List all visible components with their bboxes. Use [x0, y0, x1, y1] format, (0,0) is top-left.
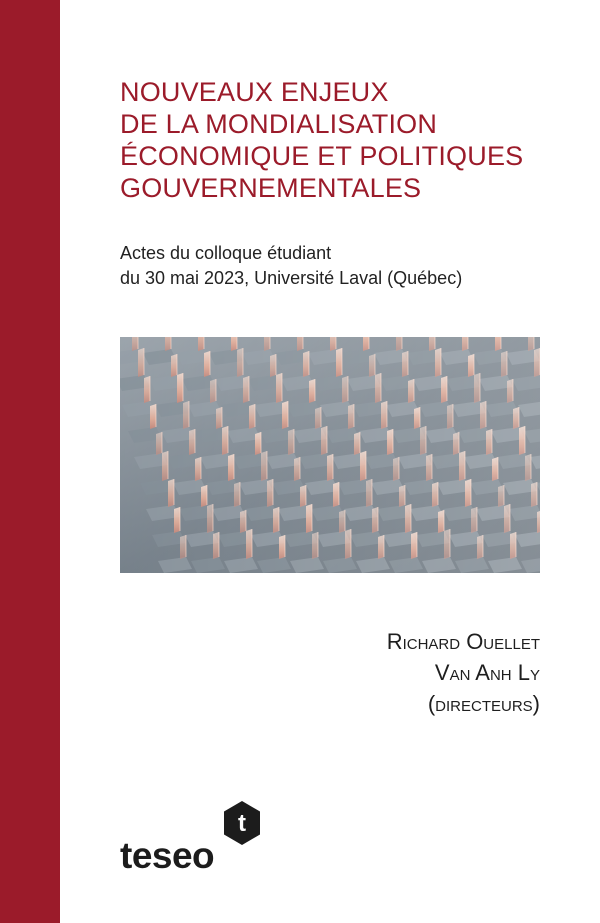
author-role: (directeurs) [427, 691, 540, 716]
title-line: DE LA MONDIALISATION [120, 109, 438, 139]
title-line: ÉCONOMIQUE ET POLITIQUES [120, 141, 524, 171]
red-side-band [0, 0, 60, 923]
hexagon-t-logo-icon [222, 800, 262, 846]
subtitle-line: du 30 mai 2023, Université Laval (Québec) [120, 268, 463, 288]
publisher-logo [120, 800, 280, 880]
book-subtitle [120, 241, 580, 291]
author-name: Richard Ouellet [386, 629, 540, 654]
book-authors [387, 626, 540, 719]
book-title [120, 76, 580, 204]
title-line: GOUVERNEMENTALES [120, 173, 422, 203]
subtitle-line: Actes du colloque étudiant [120, 243, 332, 263]
publisher-mark-letter: t [238, 810, 246, 837]
publisher-name: teseo [120, 835, 215, 876]
cover-illustration [120, 337, 540, 573]
author-name: Van Anh Ly [434, 660, 540, 685]
title-line: NOUVEAUX ENJEUX [120, 77, 389, 107]
